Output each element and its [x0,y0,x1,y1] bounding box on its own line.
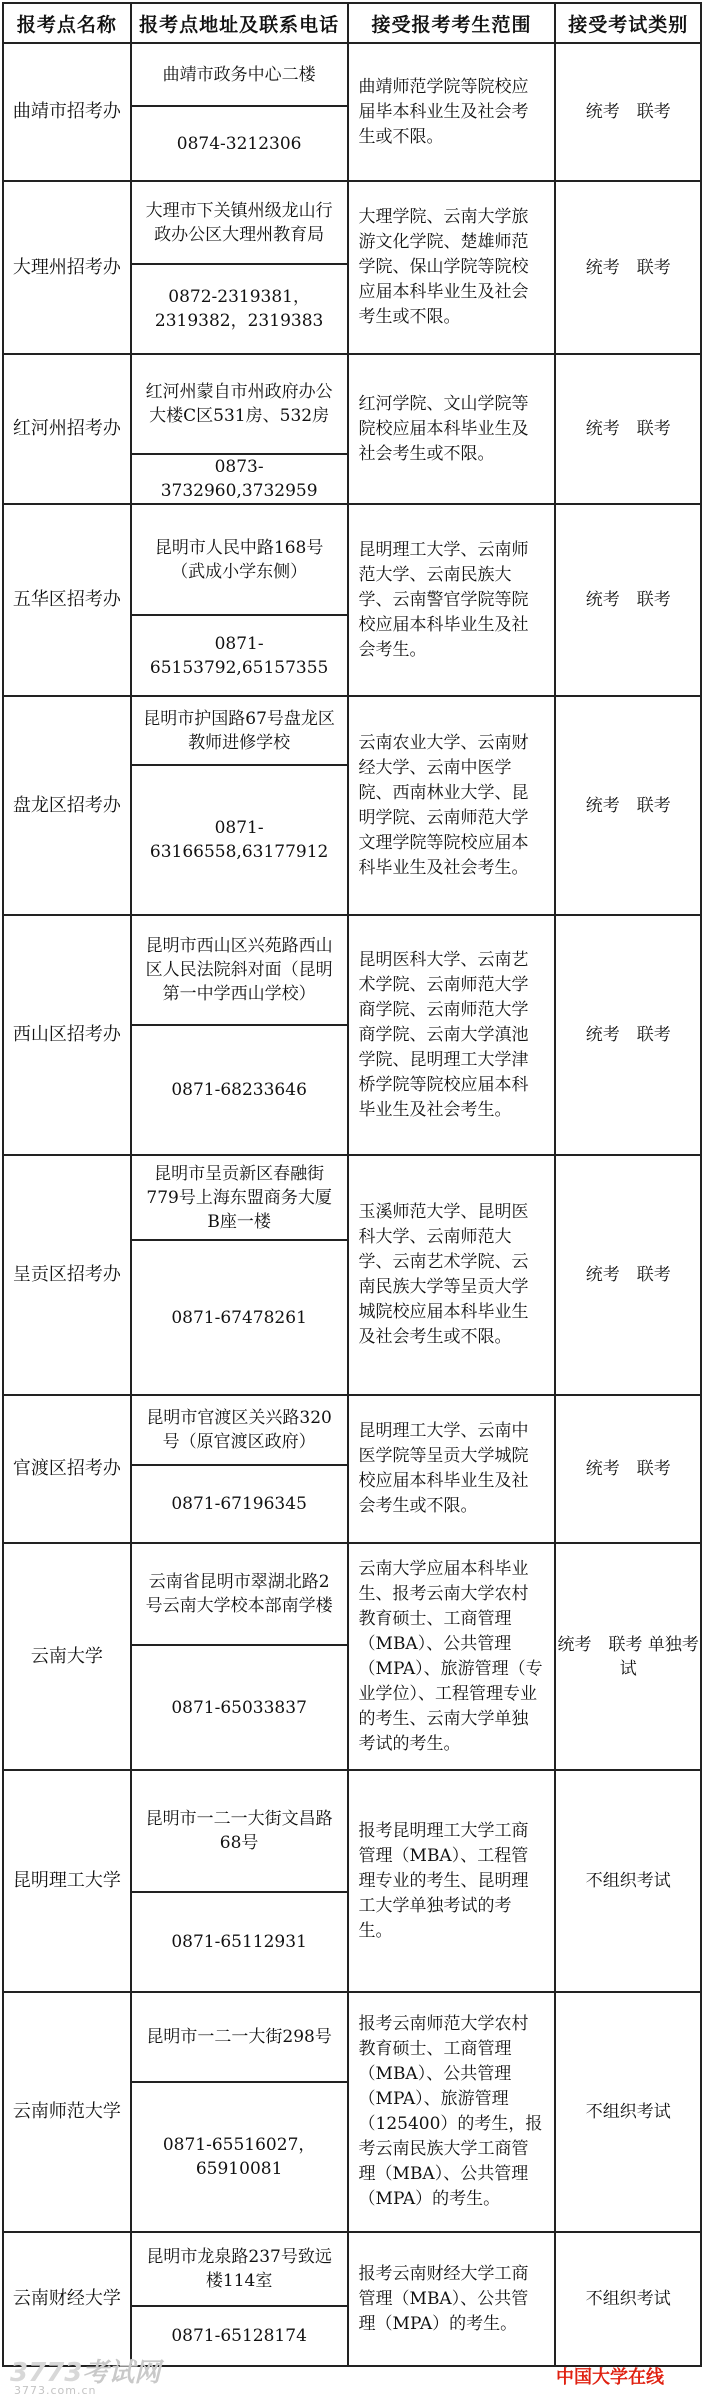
candidate-scope: 报考昆明理工大学工商管理（MBA）、工程管理专业的考生、昆明理工大学单独考试的考生。 [348,1770,556,1992]
table-row [3,915,701,1025]
header-address-phone: 报考点地址及联系电话 [131,3,348,43]
candidate-scope: 云南大学应届本科毕业生、报考云南大学农村教育硕士、工商管理（MBA）、公共管理（MPA）、旅游管理（专业学位）、工程管理专业的考生、云南大学单独考试的考生。 [348,1543,556,1770]
candidate-scope: 云南农业大学、云南财经大学、云南中医学院、西南林业大学、昆明学院、云南师范大学文理学院等院校应届本科毕业生及社会考生。 [348,696,556,915]
table-row [3,181,701,264]
site-name: 盘龙区招考办 [3,696,131,915]
site-phone: 0871-65112931 [131,1892,348,1992]
exam-types: 统考 联考 [555,43,701,181]
exam-types: 统考 联考 [555,915,701,1155]
site-address: 昆明市一二一大街文昌路68号 [131,1770,348,1892]
site-address: 昆明市西山区兴苑路西山区人民法院斜对面（昆明第一中学西山学校） [131,915,348,1025]
table-row [3,1770,701,1892]
site-name: 西山区招考办 [3,915,131,1155]
candidate-scope: 大理学院、云南大学旅游文化学院、楚雄师范学院、保山学院等院校应届本科毕业生及社会考生或不限。 [348,181,556,354]
site-phone: 0871-65516027，65910081 [131,2082,348,2232]
site-phone: 0871-65153792,65157355 [131,615,348,696]
brand-watermark-text: 考试网 [82,2358,161,2388]
exam-types: 统考 联考 [555,181,701,354]
site-address: 大理市下关镇州级龙山行政办公区大理州教育局 [131,181,348,264]
exam-types: 统考 联考 [555,504,701,696]
site-phone: 0873-3732960,3732959 [131,454,348,504]
site-name: 云南财经大学 [3,2232,131,2366]
exam-types: 统考 联考 [555,1395,701,1543]
header-site-name: 报考点名称 [3,3,131,43]
site-phone: 0872-2319381，2319382，2319383 [131,264,348,354]
candidate-scope: 报考云南师范大学农村教育硕士、工商管理（MBA）、公共管理（MPA）、旅游管理（125400）的考生，报考云南民族大学工商管理（MBA）、公共管理（MPA）的考生。 [348,1992,556,2232]
exam-types: 统考 联考 [555,354,701,504]
header-row [3,3,701,43]
table-row [3,2232,701,2306]
site-name: 官渡区招考办 [3,1395,131,1543]
candidate-scope: 昆明理工大学、云南中医学院等呈贡大学城院校应届本科毕业生及社会考生或不限。 [348,1395,556,1543]
site-address: 昆明市呈贡新区春融街779号上海东盟商务大厦B座一楼 [131,1155,348,1240]
exam-types: 不组织考试 [555,1770,701,1992]
table-row [3,1543,701,1645]
site-address: 昆明市人民中路168号（武成小学东侧） [131,504,348,615]
site-address: 云南省昆明市翠湖北路2号云南大学校本部南学楼 [131,1543,348,1645]
site-address: 昆明市官渡区关兴路320号（原官渡区政府） [131,1395,348,1465]
site-name: 云南师范大学 [3,1992,131,2232]
site-phone: 0871-67478261 [131,1240,348,1395]
candidate-scope: 昆明理工大学、云南师范大学、云南民族大学、云南警官学院等院校应届本科毕业生及社会考生。 [348,504,556,696]
candidate-scope: 红河学院、文山学院等院校应届本科毕业生及社会考生或不限。 [348,354,556,504]
site-phone: 0871-65128174 [131,2306,348,2366]
exam-types: 不组织考试 [555,1992,701,2232]
table-row [3,504,701,615]
site-phone: 0871-67196345 [131,1465,348,1543]
site-name: 昆明理工大学 [3,1770,131,1992]
site-name: 红河州招考办 [3,354,131,504]
table-row [3,1395,701,1465]
exam-types: 统考 联考 [555,1155,701,1395]
site-watermark: 3773.com.cn [14,2384,97,2397]
candidate-scope: 曲靖师范学院等院校应届毕本科业生及社会考生或不限。 [348,43,556,181]
exam-types: 不组织考试 [555,2232,701,2366]
site-name: 呈贡区招考办 [3,1155,131,1395]
site-address: 昆明市龙泉路237号致远楼114室 [131,2232,348,2306]
portal-watermark: 中国大学在线 [556,2367,664,2388]
header-exam-types: 接受考试类别 [555,3,701,43]
brand-watermark-number: 3773 [10,2358,83,2388]
site-address: 昆明市护国路67号盘龙区教师进修学校 [131,696,348,765]
header-candidate-scope: 接受报考考生范围 [348,3,556,43]
site-name: 曲靖市招考办 [3,43,131,181]
site-phone: 0871-68233646 [131,1025,348,1155]
site-phone: 0874-3212306 [131,106,348,181]
candidate-scope: 昆明医科大学、云南艺术学院、云南师范大学商学院、云南师范大学商学院、云南大学滇池学院、昆明理工大学津桥学院等院校应届本科毕业生及社会考生。 [348,915,556,1155]
table-row [3,1992,701,2082]
exam-types: 统考 联考 单独考试 [555,1543,701,1770]
table-row [3,1155,701,1240]
site-address: 昆明市一二一大街298号 [131,1992,348,2082]
candidate-scope: 玉溪师范大学、昆明医科大学、云南师范大学、云南艺术学院、云南民族大学等呈贡大学城院校应届本科毕业生及社会考生或不限。 [348,1155,556,1395]
site-name: 云南大学 [3,1543,131,1770]
site-phone: 0871-63166558,63177912 [131,765,348,915]
site-address: 曲靖市政务中心二楼 [131,43,348,106]
candidate-scope: 报考云南财经大学工商管理（MBA）、公共管理（MPA）的考生。 [348,2232,556,2366]
site-address: 红河州蒙自市州政府办公大楼C区531房、532房 [131,354,348,454]
exam-site-table [2,2,702,2367]
site-name: 大理州招考办 [3,181,131,354]
site-phone: 0871-65033837 [131,1645,348,1770]
table-row [3,354,701,454]
table-row [3,696,701,765]
site-name: 五华区招考办 [3,504,131,696]
table-row [3,43,701,106]
exam-types: 统考 联考 [555,696,701,915]
